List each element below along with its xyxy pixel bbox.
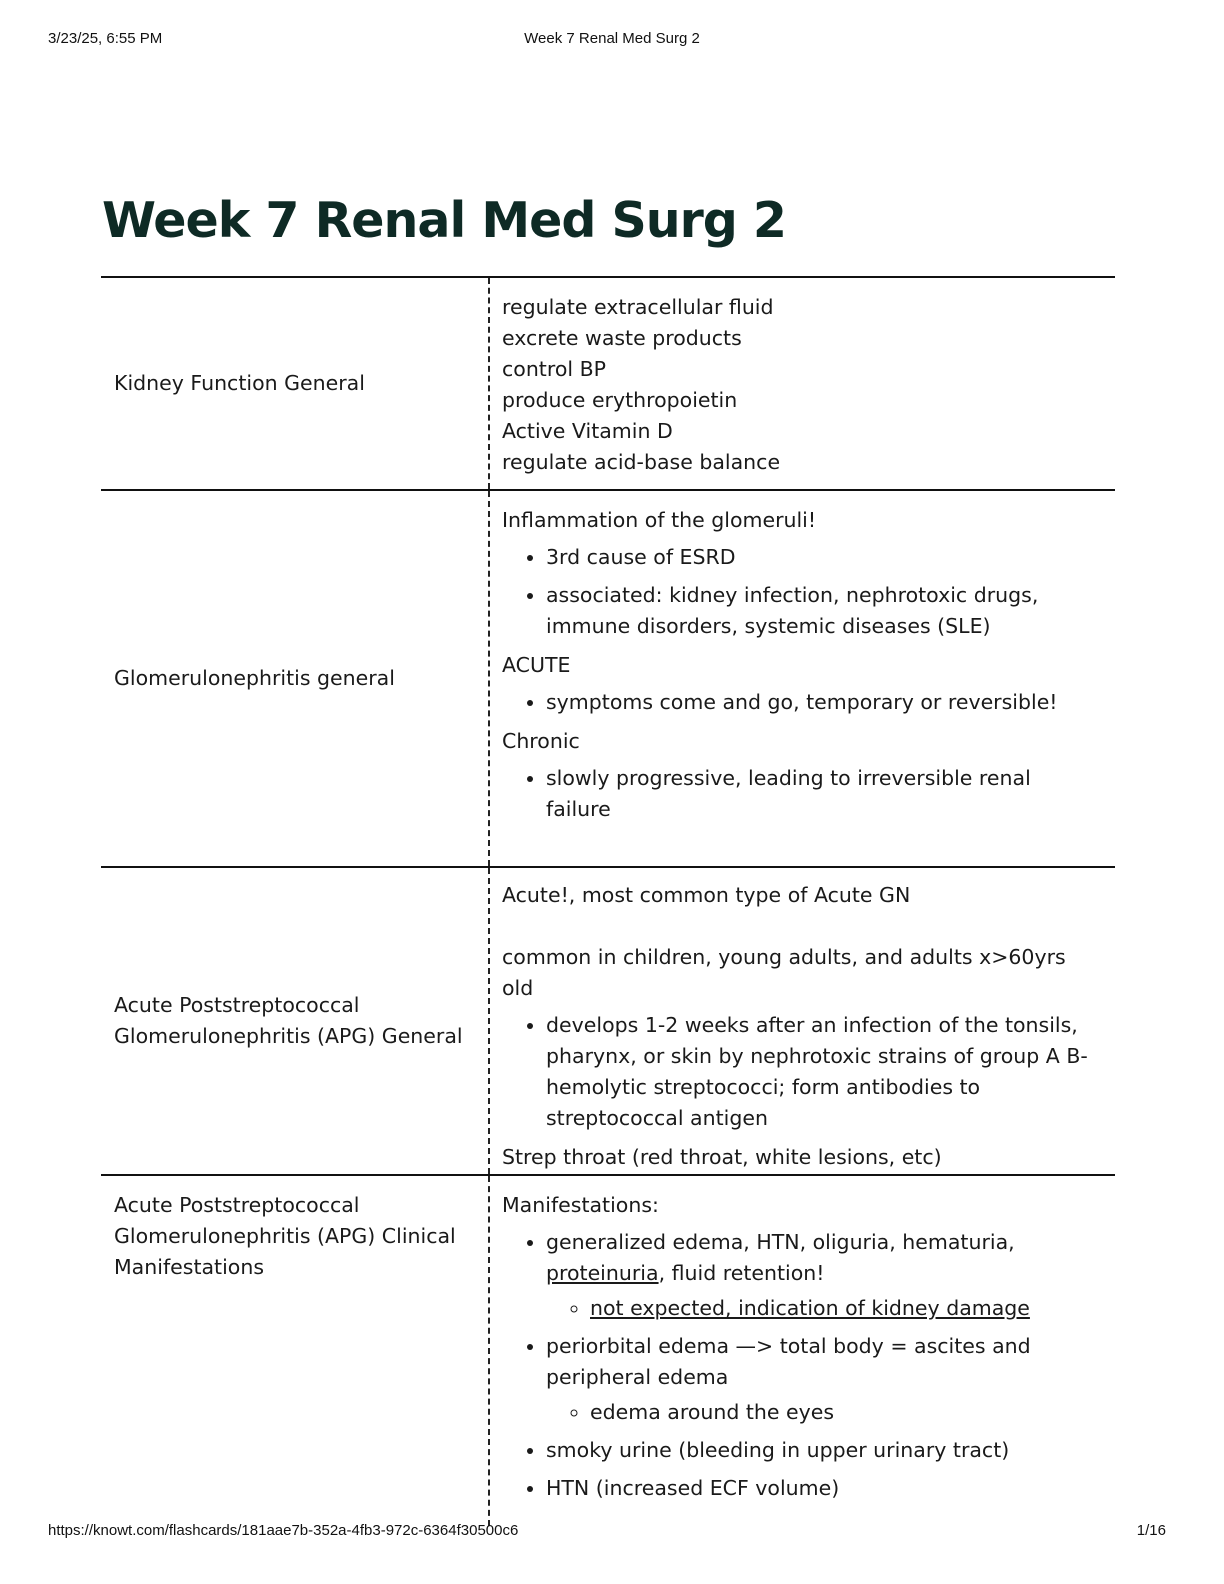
flashcard-table — [101, 276, 1115, 1526]
flashcard-term — [101, 278, 488, 489]
bullet-list — [502, 542, 1095, 642]
bullet-list — [502, 1010, 1095, 1134]
sub-list-item: ◦ not expected, indication of kidney damage — [590, 1293, 1095, 1324]
list-item-text: generalized edema, HTN, oliguria, hematuria, — [546, 1230, 1015, 1254]
print-url: https://knowt.com/flashcards/181aae7b-352a-4fb3-972c-6364f30500c6 — [48, 1522, 519, 1539]
list-item: • develops 1-2 weeks after an infection of the tonsils, pharynx, or skin by nephrotoxic strains of group A B-hemolytic streptococci; form antibodies to streptococcal antigen — [546, 1010, 1095, 1134]
term-text: Acute Poststreptococcal Glomerulonephritis (APG) Clinical Manifestations — [114, 1193, 456, 1279]
flashcard-row — [101, 868, 1115, 1176]
sub-list-item: ◦ edema around the eyes — [590, 1397, 1095, 1428]
list-item-text: , fluid retention! — [658, 1261, 825, 1285]
flashcard-row — [101, 278, 1115, 491]
definition-intro: Inflammation of the glomeruli! — [502, 508, 817, 532]
definition-line: Active Vitamin D — [502, 419, 673, 443]
list-item — [546, 1331, 1095, 1428]
term-text: Glomerulonephritis general — [114, 666, 395, 690]
sub-list — [546, 1293, 1095, 1324]
flashcard-definition — [488, 868, 1115, 1174]
list-item: • associated: kidney infection, nephrotoxic drugs, immune disorders, systemic diseases (SLE) — [546, 580, 1095, 642]
term-text: Acute Poststreptococcal Glomerulonephritis (APG) General — [114, 993, 463, 1048]
list-item: • HTN (increased ECF volume) — [546, 1473, 1095, 1504]
print-header — [48, 30, 1176, 50]
bullet-list — [502, 1227, 1095, 1504]
definition-heading: Manifestations: — [502, 1193, 659, 1217]
blank-line — [502, 911, 1095, 942]
definition-line: common in children, young adults, and adults x>60yrs old — [502, 945, 1066, 1000]
underlined-term: proteinuria — [546, 1261, 659, 1285]
term-text: Kidney Function General — [114, 371, 365, 395]
sub-list — [546, 1397, 1095, 1428]
list-item — [546, 1227, 1095, 1324]
definition-line: Acute!, most common type of Acute GN — [502, 883, 911, 907]
print-doc-title: Week 7 Renal Med Surg 2 — [524, 30, 700, 47]
flashcard-term — [101, 1176, 488, 1526]
list-item: • 3rd cause of ESRD — [546, 542, 1095, 573]
print-footer — [48, 1522, 1176, 1542]
section-heading-chronic: Chronic — [502, 729, 580, 753]
flashcard-row — [101, 491, 1115, 868]
page-number: 1/16 — [1136, 1522, 1166, 1539]
flashcard-definition — [488, 1176, 1115, 1526]
section-heading-acute: ACUTE — [502, 653, 571, 677]
flashcard-definition — [488, 491, 1115, 866]
page-title: Week 7 Renal Med Surg 2 — [102, 192, 787, 249]
print-date: 3/23/25, 6:55 PM — [48, 30, 163, 47]
bullet-list — [502, 763, 1095, 825]
flashcard-row — [101, 1176, 1115, 1526]
definition-line: control BP — [502, 357, 607, 381]
definition-line: produce erythropoietin — [502, 388, 738, 412]
flashcard-term — [101, 491, 488, 866]
definition-line: Strep throat (red throat, white lesions, etc) — [502, 1145, 942, 1169]
flashcard-definition — [488, 278, 1115, 489]
definition-line: regulate acid-base balance — [502, 450, 781, 474]
list-item: • smoky urine (bleeding in upper urinary tract) — [546, 1435, 1095, 1466]
flashcard-term — [101, 868, 488, 1174]
definition-line: excrete waste products — [502, 326, 742, 350]
list-item-text: periorbital edema —> total body = ascites and peripheral edema — [546, 1334, 1031, 1389]
list-item: • slowly progressive, leading to irreversible renal failure — [546, 763, 1095, 825]
bullet-list — [502, 687, 1095, 718]
list-item: • symptoms come and go, temporary or reversible! — [546, 687, 1095, 718]
definition-line: regulate extracellular fluid — [502, 295, 774, 319]
